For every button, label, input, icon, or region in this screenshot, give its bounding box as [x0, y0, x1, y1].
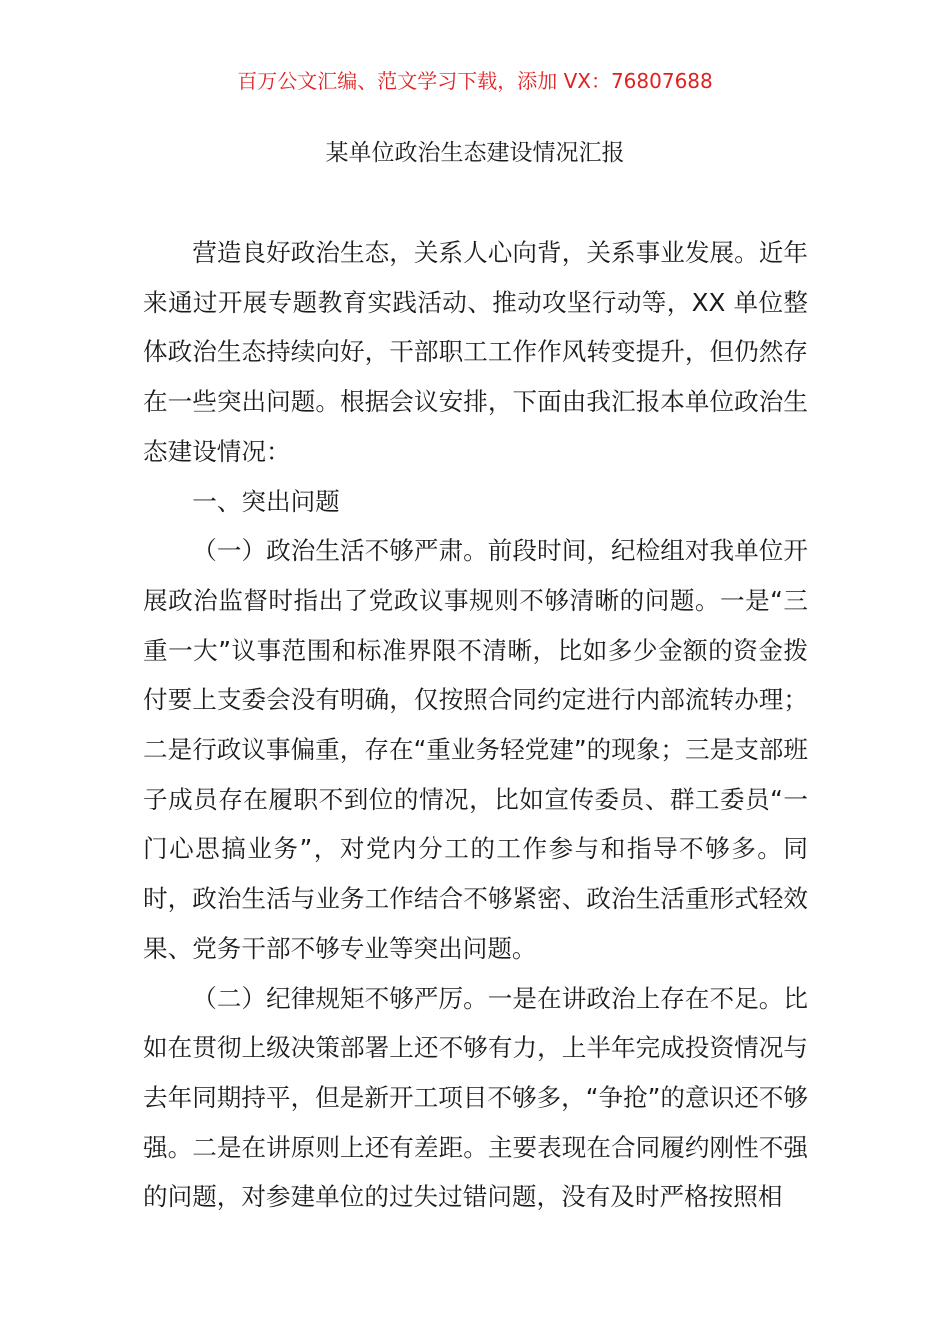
paragraph-item-2: （二）纪律规矩不够严厉。一是在讲政治上存在不足。比如在贯彻上级决策部署上还不够有力，上半年完成投资情况与去年同期持平，但是新开工项目不够多，“争抢”的意识还不够强。二是在讲原则上还有差距。主要表现在合同履约刚性不强的问题，对参建单位的过失过错问题，没有及时严格按照相	[143, 983, 808, 1212]
section-heading: 一、突出问题	[192, 486, 340, 516]
paragraph-item-1: （一）政治生活不够严肃。前段时间，纪检组对我单位开展政治监督时指出了党政议事规则不够清晰的问题。一是“三重一大”议事范围和标准界限不清晰，比如多少金额的资金拨付要上支委会没有明确，仅按照合同约定进行内部流转办理；二是行政议事偏重，存在“重业务轻党建”的现象；三是支部班子成员存在履职不到位的情况，比如宣传委员、群工委员“一门心思搞业务”，对党内分工的工作参与和指导不够多。同时，政治生活与业务工作结合不够紧密、政治生活重形式轻效果、党务干部不够专业等突出问题。	[143, 536, 808, 963]
paragraph-intro: 营造良好政治生态，关系人心向背，关系事业发展。近年来通过开展专题教育实践活动、推动攻坚行动等，XX 单位整体政治生态持续向好，干部职工工作作风转变提升，但仍然存在一些突出问题。根据会议安排，下面由我汇报本单位政治生态建设情况：	[143, 238, 808, 466]
watermark-header: 百万公文汇编、范文学习下载，添加 VX：76807688	[237, 69, 713, 93]
document-title: 某单位政治生态建设情况汇报	[325, 140, 625, 166]
document-body	[143, 228, 808, 1222]
